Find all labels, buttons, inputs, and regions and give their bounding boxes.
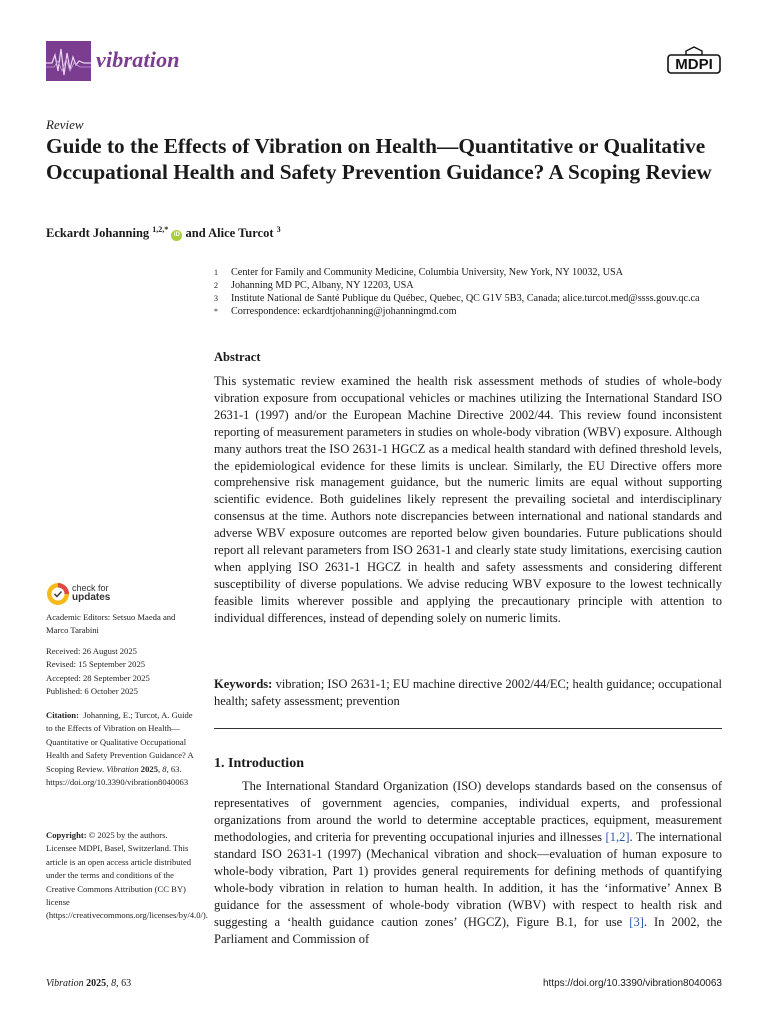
intro-heading: 1. Introduction [214,756,304,771]
intro-text-3: . In 2002, the Parliament and Commission of [214,915,722,946]
copyright-block [46,829,208,923]
affiliations [214,266,724,318]
mdpi-logo[interactable] [666,45,722,82]
author-2-affiliations: 3 [276,225,281,234]
abstract-text: This systematic review examined the health risk assessment methods of studies of whole-body vibration exposure from occupational vehicles or machines utilizing the International Standard ISO 2631-1 (1997) and/or the European Machine Directive 2002/44. This review found inconsistent reporting of measurement parameters in studies on whole-body vibration (WBV) exposure. Although many authors treat the ISO 2631-1 HGCZ as a medical health standard with defined threshold levels, the epidemiological evidence for these limits is unclear. Similarly, the EU Directive offers more comprehensive risk management guidance, but the numeric limits are equal without supporting scientific evidence. Both guidelines likely represent the prevailing societal and interdisciplinary consensus at the time. Authors note discrepancies between international and national standards and adverse WBV exposure outcomes are reported below given boundaries. Future publications should report all relevant parameters from ISO 2631-1 and clearly state study limitations, exercising caution when applying ISO 2631-1 HGCZ in health and safety assessments and considering different susceptibility of diverse populations. We advise reducing WBV exposure to the lowest technically feasible limits wherever possible and applying the precautionary principle with attention to individual differences, instead of depending solely on numeric limits. [214,374,722,625]
citation-block: Citation: Johanning, E.; Turcot, A. Guide to the Effects of Vibration on Health—Quantitative or Qualitative Occupational Health and Safety Prevention Guidance? A Scoping Review. Vibration 2025, 8, 63. https://doi.org/10.3390/vibration8040063 [46,710,194,788]
citation-volume: 8 [162,763,167,774]
accepted-date: Accepted: 28 September 2025 [46,672,150,683]
check-for-text: check for [72,583,109,593]
keywords [214,676,722,710]
affiliation-text[interactable]: Institute National de Santé Publique du Québec, Quebec, QC G1V 5B3, Canada; alice.turcot.med@ssss.gouv.qc.ca [231,293,700,304]
intro-text-1: The International Standard Organization (ISO) develops standards based on the consensus of representatives of government agencies, companies, individual experts, and professional organizations from around the world to determine acceptable practices, equipment, measurement methodologies, and criteria for preventing occupational injuries and illnesses [214,779,722,844]
orcid-icon[interactable]: iD [171,230,182,241]
journal-name[interactable]: vibration [96,47,180,72]
academic-editors: Academic Editors: Setsuo Maeda and Marco Tarabini [46,612,176,636]
citation-doi[interactable]: , 63. https://doi.org/10.3390/vibration8040063 [46,763,189,788]
section-divider [214,728,722,729]
footer-journal: Vibration [46,978,84,989]
received-date: Received: 26 August 2025 [46,646,137,656]
citation-label: Citation: [46,710,79,720]
author-1[interactable]: Eckardt Johanning [46,226,150,241]
keywords-text: vibration; ISO 2631-1; EU machine directive 2002/44/EC; health guidance; occupational health; safety assessment; prevention [214,677,723,708]
article-type: Review [46,117,84,132]
affiliation-item [214,279,724,292]
affiliation-item [214,266,724,279]
check-for-updates-label[interactable] [72,584,110,602]
footer-doi-link[interactable]: https://doi.org/10.3390/vibration8040063 [542,978,722,989]
intro-paragraph [214,778,722,948]
citation-text: Johanning, E.; Turcot, A. Guide to the Effects of Vibration on Health—Quantitative or Qualitative Occupational Health and Safety Prevention Guidance? A Scoping Review. [46,710,194,774]
author-2[interactable]: Alice Turcot [208,226,274,241]
affiliation-mark: * [214,307,218,316]
citation-journal: Vibration [106,763,139,774]
citation-link[interactable]: [1,2] [605,830,630,844]
footer-volume: 8 [111,978,117,989]
affiliation-mark: 2 [214,281,218,290]
citation-link[interactable]: [3] [629,915,644,929]
footer-page: , 63 [116,978,132,989]
correspondence-text[interactable]: Correspondence: eckardtjohanning@johanningmd.com [231,306,457,317]
check-for-updates-icon[interactable] [46,582,70,611]
author-1-affiliations: 1,2,* [152,225,169,234]
copyright-text: © 2025 by the authors. Licensee MDPI, Basel, Switzerland. This article is an open access article distributed under the terms and conditions of the Creative Commons Attribution (CC BY) license (https://creativecommons.org/licenses/by/4.0/). [46,830,208,921]
author-conjunction: and [185,226,206,241]
affiliation-item [214,292,724,305]
footer-year: 2025 [86,978,107,989]
affiliation-item [214,305,724,318]
copyright-label: Copyright: [46,830,87,840]
footer-citation: Vibration 2025, 8, 63 [46,978,132,989]
affiliation-mark: 1 [214,268,218,277]
author-line [46,225,281,241]
affiliation-text: Center for Family and Community Medicine, Columbia University, New York, NY 10032, USA [231,267,623,278]
revised-date: Revised: 15 September 2025 [46,659,146,670]
publisher-label: MDPI [675,56,713,73]
published-date: Published: 6 October 2025 [46,686,138,697]
abstract-heading: Abstract [214,350,261,364]
journal-logo-icon [46,41,91,81]
updates-text: updates [72,592,111,603]
citation-year: 2025 [140,763,158,774]
dates [46,645,198,699]
article-title: Guide to the Effects of Vibration on Health—Quantitative or Qualitative Occupational Health and Safety Prevention Guidance? A Scoping Review [46,134,712,184]
intro-text-2: . The international standard ISO 2631-1 (1997) (Mechanical vibration and shock—evaluation of human exposure to whole-body vibration, Part 1) provides general requirements for defining methods of quantifying whole-body vibration in relation to human health. In addition, it has the ‘informative’ Annex B guidance for the assessment of whole-body vibration (WBV) with respect to health risk and suggesting a ‘health guidance caution zones’ (HGCZ), Figure B.1, for use [214,830,722,929]
affiliation-text: Johanning MD PC, Albany, NY 12203, USA [231,280,414,291]
keywords-label: Keywords: [214,677,273,691]
affiliation-mark: 3 [214,294,218,303]
